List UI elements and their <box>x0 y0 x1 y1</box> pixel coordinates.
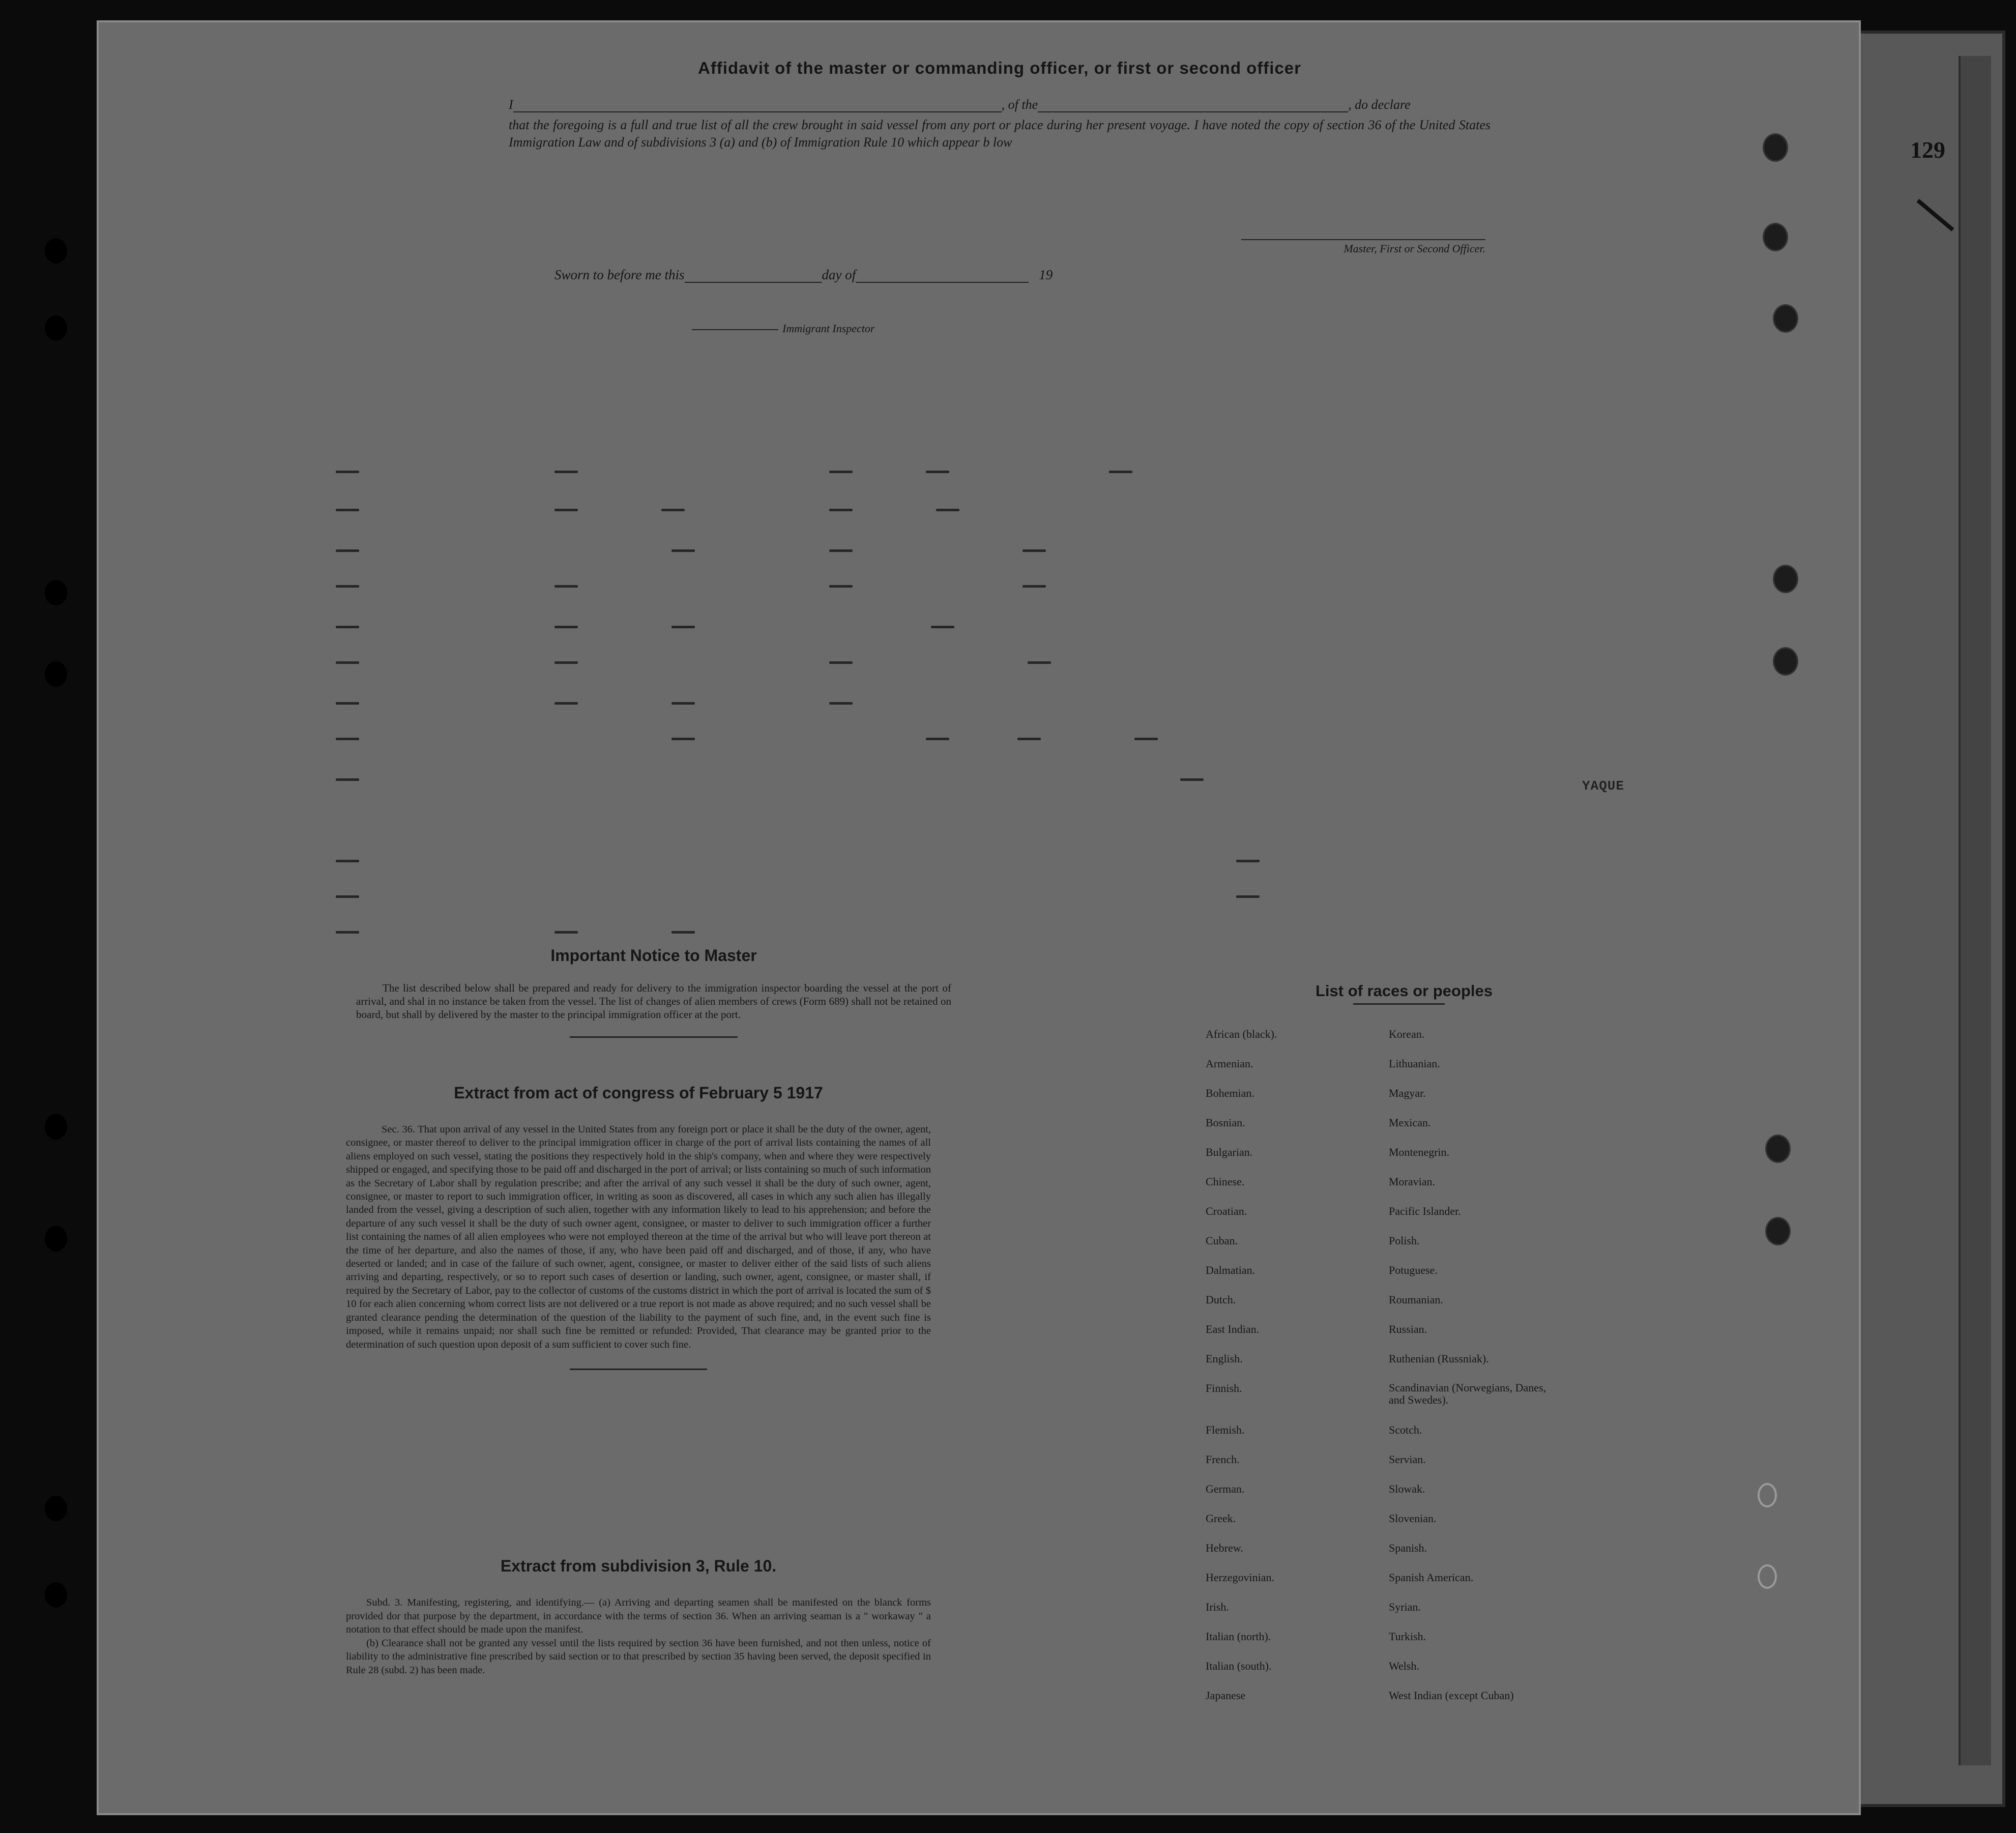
affidavit-text: that the foregoing is a full and true list of all the crew brought in said vessel from any port or place during her present voyage. I have noted the copy of section 36 of the United States Immigration Law and of subdivisions 3 (a) and (b) of Immigration Rule 10 which appear b low <box>509 118 1491 150</box>
title-underline <box>1353 1003 1445 1005</box>
race-item: African (black). <box>1206 1028 1277 1040</box>
signature-caption: Master, First or Second Officer. <box>1343 242 1485 255</box>
race-item: Flemish. <box>1206 1423 1245 1436</box>
act-extract-section <box>346 1084 931 1370</box>
of-the-label: , of the <box>1001 97 1038 112</box>
vessel-name-blank <box>1038 111 1348 112</box>
signature-line <box>1241 239 1485 240</box>
rule-extract-section <box>346 1557 931 1677</box>
race-item: Welsh. <box>1389 1660 1419 1672</box>
rule-paragraph-b: (b) Clearance shall not be granted any vessel until the lists required by section 36 have been furnished, and not then unless, notice of liability to the administrative fine prescribed by said section or to that prescribed by section 35 having been served, the deposit specified in Rule 28 (subd. 2) has been made. <box>346 1637 931 1676</box>
race-item: Bulgarian. <box>1206 1146 1253 1158</box>
day-of-label: day of <box>822 267 856 282</box>
race-item: Slovenian. <box>1389 1512 1437 1525</box>
notice-body: The list described below shall be prepared and ready for delivery to the immigration inspector boarding the vessel at the port of arrival, and shal in no instance be taken from the vessel. The list of changes of alien members of crews (Form 689) shall not be retained on board, but shall by delivered by the master to the principal immigration officer at the port. <box>356 982 951 1021</box>
race-item: Syrian. <box>1389 1601 1421 1613</box>
race-item: Armenian. <box>1206 1057 1253 1070</box>
declarant-name-blank <box>513 111 1002 112</box>
sworn-month-blank <box>856 282 1029 283</box>
race-item: Hebrew. <box>1206 1541 1243 1554</box>
binder-hole <box>1758 1564 1777 1589</box>
race-item: Ruthenian (Russniak). <box>1389 1352 1489 1365</box>
race-item: Turkish. <box>1389 1630 1426 1643</box>
act-extract-title: Extract from act of congress of February 5 1917 <box>454 1084 823 1102</box>
binder-hole <box>1765 1217 1791 1245</box>
binder-hole <box>1773 304 1798 333</box>
race-item: Montenegrin. <box>1389 1146 1450 1158</box>
race-item: Magyar. <box>1389 1087 1426 1099</box>
race-item: Russian. <box>1389 1323 1427 1335</box>
act-extract-body: Sec. 36. That upon arrival of any vessel in the United States from any foreign port or place it shall be the duty of the owner, agent, consignee, or master thereof to deliver to the principal immigration officer in charge of the port of arrival lists containing the names of all aliens employed on such vessel, stating the positions they respectively hold in the ship's company, when and where they were respectively shipped or engaged, and specifying those to be paid off and discharged in the port of arrival; or lists containing so much of such information as the Secretary of Labor shall by regulation prescribe; and after the arrival of any such vessel it shall be the duty of such owner, agent, consignee, or master to report to such immigration officer, in writing as soon as discovered, all cases in which any such alien has illegally landed from the vessel, giving a description of such alien, together with any information likely to lead to his apprehension; and before the departure of any such vessel it shall be the duty of such owner agent, consignee, or master to deliver to such immigration officer a further list containing the names of all alien employees who were not employed thereon at the time of the arrival but who will leave port thereon at the time of her departure, and also the names of those, if any, who have been paid off and discharged, and of those, if any, who have deserted or landed; and in case of the failure of such owner, agent, consignee, or master to deliver either of the said lists of such aliens arriving and departing, respectively, or so to report such cases of desertion or landing, such owner, agent, consignee, or master shall, if required by the Secretary of Labor, pay to the collector of customs of the customs district in which the port of arrival is located the sum of $ 10 for each alien concerning whom correct lists are not delivered or a true report is not made as above required; and no such vessel shall be granted clearance pending the determination of the question of the liability to the payment of such fine, and, in the event such fine is imposed, while it remains unpaid; nor shall such fine be remitted or refunded: Provided, That clearance may be granted prior to the determination of such question upon deposit of a sum sufficient to cover such fine. <box>346 1124 931 1350</box>
sworn-line <box>554 267 1053 283</box>
bleed-through-crew-list <box>315 422 1536 1012</box>
sworn-day-blank <box>685 282 822 283</box>
inspector-signature-line <box>692 329 778 330</box>
races-list-section <box>1185 982 1592 1702</box>
binder-hole <box>45 1226 67 1252</box>
rule-extract-body <box>346 1596 931 1677</box>
do-declare-label: , do declare <box>1348 97 1411 112</box>
race-item: Spanish. <box>1389 1541 1427 1554</box>
rule-extract-title: Extract from subdivision 3, Rule 10. <box>500 1557 777 1575</box>
race-item: Japanese <box>1206 1689 1246 1702</box>
binder-hole <box>1758 1483 1777 1507</box>
notice-section <box>356 946 951 1038</box>
race-item: Korean. <box>1389 1028 1425 1040</box>
year-label: 19 <box>1039 267 1053 282</box>
race-item: Croatian. <box>1206 1205 1247 1217</box>
affidavit-title: Affidavit of the master or commanding officer, or first or second officer <box>697 59 1301 77</box>
race-item: Bosnian. <box>1206 1116 1245 1129</box>
affidavit-section <box>509 59 1491 335</box>
race-item: Greek. <box>1206 1512 1236 1525</box>
race-item: West Indian (except Cuban) <box>1389 1689 1514 1702</box>
rule-paragraph-a: Subd. 3. Manifesting, registering, and identifying.— (a) Arriving and departing seamen shall be manifested on the blanck forms provided dor that purpose by the department, in accordance with the terms of section 36. When an arriving seaman is a " workaway " a notation to that effect should be made upon the manifest. <box>346 1597 931 1635</box>
binder-hole <box>45 661 67 687</box>
race-item: Chinese. <box>1206 1175 1245 1188</box>
race-item: Scandinavian (Norwegians, Danes, and Swedes). <box>1389 1381 1546 1406</box>
binder-hole <box>45 315 67 341</box>
race-item: Lithuanian. <box>1389 1057 1440 1070</box>
sworn-label: Sworn to before me this <box>554 267 685 282</box>
binder-hole <box>1763 133 1788 162</box>
officer-signature <box>1241 239 1485 255</box>
notice-title: Important Notice to Master <box>550 946 757 965</box>
binder-hole <box>1763 223 1788 251</box>
underlying-page-edge <box>1959 56 1991 1765</box>
binder-hole <box>45 1582 67 1608</box>
inspector-line <box>692 322 874 335</box>
binder-hole <box>45 1496 67 1521</box>
inspector-caption: Immigrant Inspector <box>782 322 875 335</box>
race-item: English. <box>1206 1352 1243 1365</box>
race-item: Bohemian. <box>1206 1087 1254 1099</box>
bleed-through-stamp: YAQUE <box>1582 778 1625 794</box>
race-item: Cuban. <box>1206 1234 1238 1247</box>
race-item: Herzegovinian. <box>1206 1571 1274 1584</box>
race-item: Dutch. <box>1206 1293 1236 1306</box>
race-item: Polish. <box>1389 1234 1420 1247</box>
declarant-label: I <box>509 97 513 112</box>
races-list-title: List of races or peoples <box>1316 982 1493 1000</box>
race-item: Dalmatian. <box>1206 1264 1255 1276</box>
race-item: French. <box>1206 1453 1240 1466</box>
race-item: Slowak. <box>1389 1482 1425 1495</box>
binder-hole <box>1773 647 1798 676</box>
race-item: Moravian. <box>1389 1175 1436 1188</box>
race-item: Pacific Islander. <box>1389 1205 1461 1217</box>
race-item: Mexican. <box>1389 1116 1431 1129</box>
race-item: Servian. <box>1389 1453 1426 1466</box>
race-item: Italian (south). <box>1206 1660 1272 1672</box>
divider <box>570 1036 738 1038</box>
race-item: Potuguese. <box>1389 1264 1438 1276</box>
page-number: 129 <box>1910 137 1945 163</box>
race-item: Roumanian. <box>1389 1293 1443 1306</box>
race-item: Finnish. <box>1206 1382 1242 1394</box>
race-item: East Indian. <box>1206 1323 1260 1335</box>
binder-hole <box>1765 1134 1791 1163</box>
race-item: Irish. <box>1206 1601 1229 1613</box>
binder-hole <box>45 238 67 264</box>
race-item: Scotch. <box>1389 1423 1422 1436</box>
binder-hole <box>45 580 67 605</box>
binder-hole <box>1773 565 1798 593</box>
race-item: Spanish American. <box>1389 1571 1474 1584</box>
binder-hole <box>45 1114 67 1140</box>
declaration-line <box>509 97 1491 113</box>
divider <box>570 1369 707 1370</box>
race-item: Italian (north). <box>1206 1630 1271 1643</box>
race-item: German. <box>1206 1482 1245 1495</box>
